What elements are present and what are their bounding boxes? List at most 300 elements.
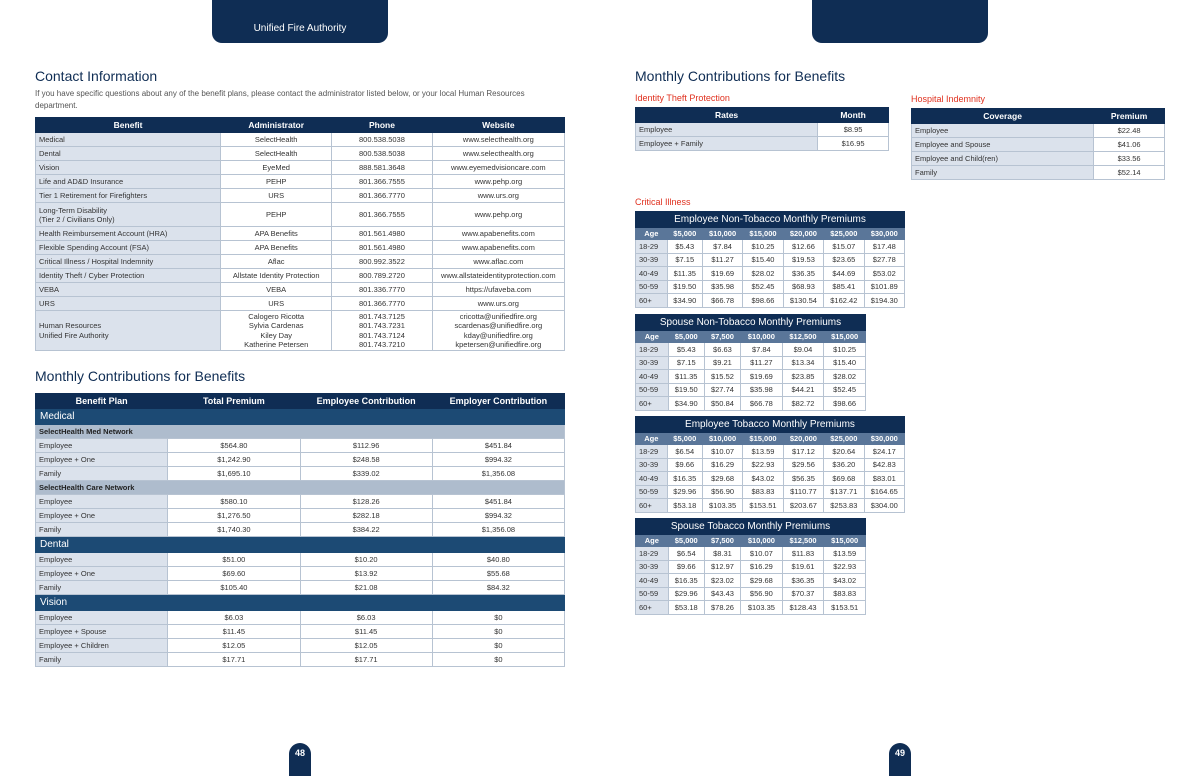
table-row (36, 467, 565, 481)
table-cell: $194.30 (864, 294, 904, 308)
column-header: Age (636, 331, 669, 343)
table-cell: 50-59 (636, 485, 668, 499)
table-cell: $12.97 (704, 560, 740, 574)
table-cell: $5.43 (667, 240, 702, 254)
table-cell: 801.366.7555 (332, 203, 433, 227)
table-cell: $7.84 (702, 240, 742, 254)
table-cell: $9.21 (704, 356, 740, 370)
column-header: Website (432, 118, 564, 133)
table-cell: $130.54 (783, 294, 823, 308)
table-cell: $15.07 (824, 240, 864, 254)
column-header: Benefit (36, 118, 221, 133)
column-header: Premium (1094, 109, 1165, 124)
table-cell: Employee (36, 439, 168, 453)
table-row (36, 495, 565, 509)
table-row (636, 370, 866, 384)
table-row (636, 343, 866, 357)
table-cell: 801.561.4980 (332, 227, 433, 241)
benefits-title: Monthly Contributions for Benefits (35, 368, 246, 384)
table-cell: Vision (36, 161, 221, 175)
table-cell: Aflac (221, 255, 332, 269)
table-cell: Life and AD&D Insurance (36, 175, 221, 189)
table-cell: Dental (36, 147, 221, 161)
column-header: $25,000 (824, 228, 864, 240)
table-row (636, 499, 905, 513)
table-row (36, 147, 565, 161)
table-cell: Calogero Ricotta Sylvia Cardenas Kiley Day Katherine Petersen (221, 311, 332, 351)
table-cell: $83.83 (743, 485, 783, 499)
website-link[interactable]: www.apabenefits.com (432, 241, 564, 255)
table-cell: 801.366.7555 (332, 175, 433, 189)
table-cell: $6.63 (704, 343, 740, 357)
table-cell: $5.43 (668, 343, 704, 357)
table-cell: $1,356.08 (432, 523, 564, 537)
table-cell: $8.31 (704, 547, 740, 561)
table-cell: $13.92 (300, 567, 432, 581)
table-cell: 40-49 (636, 370, 669, 384)
table-cell: $128.43 (782, 601, 824, 615)
table-caption-row (636, 315, 866, 331)
column-header: $10,000 (702, 228, 742, 240)
table-caption: Employee Tobacco Monthly Premiums (636, 417, 905, 433)
table-cell: $43.02 (824, 574, 866, 588)
table-cell: 50-59 (636, 280, 668, 294)
header-title: Unified Fire Authority (253, 23, 347, 34)
table-cell: $27.78 (864, 253, 904, 267)
table-cell: $13.59 (824, 547, 866, 561)
table-cell: 800.992.3522 (332, 255, 433, 269)
table-row (36, 453, 565, 467)
table-row (636, 280, 905, 294)
table-cell: $0 (432, 653, 564, 667)
website-link[interactable]: www.selecthealth.org (432, 133, 564, 147)
benefits-table (35, 393, 565, 667)
table-row (36, 241, 565, 255)
column-header: Phone (332, 118, 433, 133)
critical-illness-title: Critical Illness (635, 197, 691, 207)
website-link[interactable]: www.eyemedvisioncare.com (432, 161, 564, 175)
column-header: $5,000 (668, 331, 704, 343)
table-cell: $580.10 (168, 495, 300, 509)
table-cell: $28.02 (824, 370, 866, 384)
table-header-row (636, 228, 905, 240)
website-link[interactable]: www.allstateidentityprotection.com (432, 269, 564, 283)
table-cell: $15.40 (824, 356, 866, 370)
table-cell: $23.85 (782, 370, 824, 384)
table-cell: 40-49 (636, 472, 668, 486)
table-cell: $84.32 (432, 581, 564, 595)
table-row (36, 227, 565, 241)
table-cell: Health Reimbursement Account (HRA) (36, 227, 221, 241)
table-cell: Flexible Spending Account (FSA) (36, 241, 221, 255)
section-title: Dental (36, 537, 565, 553)
table-cell: 18-29 (636, 445, 668, 459)
column-header: $15,000 (824, 331, 866, 343)
column-header: Benefit Plan (36, 394, 168, 409)
table-header-row (636, 535, 866, 547)
table-row (36, 553, 565, 567)
table-cell: $19.50 (667, 280, 702, 294)
table-row (636, 560, 866, 574)
table-row (36, 509, 565, 523)
table-cell: $10.07 (741, 547, 783, 561)
table-cell: $55.68 (432, 567, 564, 581)
table-cell: $83.83 (824, 587, 866, 601)
table-cell: URS (36, 297, 221, 311)
identity-theft-table (635, 107, 889, 151)
table-cell: $98.66 (743, 294, 783, 308)
table-cell: $248.58 (300, 453, 432, 467)
table-row (636, 574, 866, 588)
table-cell: $7.15 (667, 253, 702, 267)
column-header: $7,500 (704, 535, 740, 547)
table-cell: $451.84 (432, 495, 564, 509)
table-row (636, 472, 905, 486)
column-header: Employer Contribution (432, 394, 564, 409)
section-row (36, 595, 565, 611)
table-cell: $11.45 (168, 625, 300, 639)
table-row (36, 639, 565, 653)
column-header: $15,000 (743, 433, 783, 445)
table-cell: Family (36, 581, 168, 595)
section-row (36, 537, 565, 553)
table-cell: $9.66 (667, 458, 702, 472)
table-row (636, 383, 866, 397)
table-cell: $20.64 (824, 445, 864, 459)
table-row (36, 175, 565, 189)
column-header: $10,000 (702, 433, 742, 445)
table-cell: $35.98 (741, 383, 783, 397)
table-cell: $16.29 (741, 560, 783, 574)
table-cell: $103.35 (741, 601, 783, 615)
website-link[interactable]: www.pehp.org (432, 175, 564, 189)
column-header: Employee Contribution (300, 394, 432, 409)
table-row (36, 523, 565, 537)
column-header: $7,500 (704, 331, 740, 343)
table-cell: $50.84 (704, 397, 740, 411)
table-cell: $43.02 (743, 472, 783, 486)
table-cell: $153.51 (743, 499, 783, 513)
table-row (636, 240, 905, 254)
group-row (36, 481, 565, 495)
table-cell: $1,276.50 (168, 509, 300, 523)
table-cell: $22.93 (743, 458, 783, 472)
table-cell: $282.18 (300, 509, 432, 523)
table-cell: 801.336.7770 (332, 283, 433, 297)
table-cell: $40.80 (432, 553, 564, 567)
table-header-row (636, 331, 866, 343)
column-header: Total Premium (168, 394, 300, 409)
hospital-indemnity-table (911, 108, 1165, 180)
table-cell: Family (36, 523, 168, 537)
table-cell: $994.32 (432, 509, 564, 523)
right-title: Monthly Contributions for Benefits (635, 68, 846, 84)
table-header-row (36, 118, 565, 133)
table-cell: $52.45 (743, 280, 783, 294)
table-cell: $52.14 (1094, 166, 1165, 180)
column-header: $12,500 (782, 331, 824, 343)
column-header: Age (636, 228, 668, 240)
website-link[interactable]: www.pehp.org (432, 203, 564, 227)
page-number-left (289, 743, 311, 776)
table-cell: PEHP (221, 203, 332, 227)
group-row (36, 425, 565, 439)
table-cell: $0 (432, 611, 564, 625)
table-row (636, 445, 905, 459)
group-title: SelectHealth Med Network (36, 425, 565, 439)
column-header: $10,000 (741, 535, 783, 547)
table-cell: 800.789.2720 (332, 269, 433, 283)
table-cell: $82.72 (782, 397, 824, 411)
table-cell: URS (221, 297, 332, 311)
table-cell: $85.41 (824, 280, 864, 294)
table-cell: 888.581.3648 (332, 161, 433, 175)
column-header: $20,000 (783, 433, 823, 445)
table-cell: 30-39 (636, 458, 668, 472)
table-cell: Human Resources Unified Fire Authority (36, 311, 221, 351)
table-cell: VEBA (221, 283, 332, 297)
table-cell: $35.98 (702, 280, 742, 294)
table-cell: $19.69 (702, 267, 742, 281)
table-cell: $21.08 (300, 581, 432, 595)
table-cell: $11.35 (667, 267, 702, 281)
table-cell: $66.78 (741, 397, 783, 411)
table-cell: $56.90 (741, 587, 783, 601)
table-row (36, 189, 565, 203)
table-cell: $6.54 (668, 547, 704, 561)
table-cell: $52.45 (824, 383, 866, 397)
table-cell: $69.68 (824, 472, 864, 486)
column-header: $30,000 (864, 228, 904, 240)
table-cell: Long-Term Disability (Tier 2 / Civilians Only) (36, 203, 221, 227)
table-cell: $451.84 (432, 439, 564, 453)
table-header-row (912, 109, 1165, 124)
table-cell: Medical (36, 133, 221, 147)
table-cell: $304.00 (864, 499, 904, 513)
table-cell: 30-39 (636, 560, 669, 574)
table-cell: 800.538.5038 (332, 147, 433, 161)
table-cell: $56.90 (702, 485, 742, 499)
table-cell: APA Benefits (221, 241, 332, 255)
column-header: $10,000 (741, 331, 783, 343)
table-cell: $162.42 (824, 294, 864, 308)
table-cell: $564.80 (168, 439, 300, 453)
table-caption: Spouse Tobacco Monthly Premiums (636, 519, 866, 535)
table-cell: Allstate Identity Protection (221, 269, 332, 283)
table-cell: $36.20 (824, 458, 864, 472)
website-link[interactable]: www.urs.org (432, 297, 564, 311)
table-row (36, 269, 565, 283)
table-cell: PEHP (221, 175, 332, 189)
table-cell: $15.40 (743, 253, 783, 267)
table-cell: $10.20 (300, 553, 432, 567)
table-cell: $101.89 (864, 280, 904, 294)
table-cell: EyeMed (221, 161, 332, 175)
column-header: $5,000 (668, 535, 704, 547)
table-cell: $128.26 (300, 495, 432, 509)
column-header: $15,000 (824, 535, 866, 547)
table-row (636, 397, 866, 411)
table-row (636, 356, 866, 370)
table-cell: Employee + One (36, 453, 168, 467)
table-cell: $1,356.08 (432, 467, 564, 481)
table-row (636, 458, 905, 472)
group-title: SelectHealth Care Network (36, 481, 565, 495)
table-cell: $28.02 (743, 267, 783, 281)
table-row (36, 581, 565, 595)
table-cell: 18-29 (636, 343, 669, 357)
column-header: $20,000 (783, 228, 823, 240)
table-cell: $12.66 (783, 240, 823, 254)
table-row (36, 439, 565, 453)
table-cell: URS (221, 189, 332, 203)
table-row (36, 611, 565, 625)
critical-illness-table (635, 518, 866, 615)
column-header: $25,000 (824, 433, 864, 445)
table-row (36, 203, 565, 227)
table-cell: $53.18 (668, 601, 704, 615)
table-caption-row (636, 519, 866, 535)
website-link[interactable]: https://ufaveba.com (432, 283, 564, 297)
table-cell: 801.366.7770 (332, 189, 433, 203)
table-cell: 30-39 (636, 356, 669, 370)
table-cell: $17.71 (168, 653, 300, 667)
column-header: $15,000 (743, 228, 783, 240)
table-cell: $17.71 (300, 653, 432, 667)
table-cell: APA Benefits (221, 227, 332, 241)
table-row (36, 567, 565, 581)
header-tab (212, 0, 388, 43)
critical-illness-table (635, 416, 905, 513)
table-cell: $98.66 (824, 397, 866, 411)
website-link[interactable]: www.selecthealth.org (432, 147, 564, 161)
table-row (36, 283, 565, 297)
table-cell: $12.05 (300, 639, 432, 653)
table-cell: Family (912, 166, 1094, 180)
page-number-text: 49 (894, 748, 905, 758)
table-cell: Employee + Children (36, 639, 168, 653)
table-cell: Employee + One (36, 509, 168, 523)
table-row (636, 294, 905, 308)
table-cell: $29.68 (702, 472, 742, 486)
table-cell: $15.52 (704, 370, 740, 384)
table-row (36, 133, 565, 147)
table-cell: 40-49 (636, 574, 669, 588)
table-cell: $6.54 (667, 445, 702, 459)
table-cell: $66.78 (702, 294, 742, 308)
table-cell: Employee and Child(ren) (912, 152, 1094, 166)
table-cell: $19.53 (783, 253, 823, 267)
column-header: $5,000 (667, 433, 702, 445)
table-cell: $17.12 (783, 445, 823, 459)
column-header: Age (636, 433, 668, 445)
table-cell: $9.04 (782, 343, 824, 357)
table-cell: $34.90 (668, 397, 704, 411)
column-header: $30,000 (864, 433, 904, 445)
table-cell: Employee + Spouse (36, 625, 168, 639)
table-cell: $19.69 (741, 370, 783, 384)
column-header: $12,500 (782, 535, 824, 547)
table-cell: $42.83 (864, 458, 904, 472)
table-cell: $110.77 (783, 485, 823, 499)
table-header-row (36, 394, 565, 409)
section-title: Medical (36, 409, 565, 425)
table-cell: SelectHealth (221, 147, 332, 161)
table-row (636, 267, 905, 281)
table-cell: $19.61 (782, 560, 824, 574)
table-cell: $1,740.30 (168, 523, 300, 537)
table-cell: Employee + Family (636, 137, 818, 151)
table-cell: Employee and Spouse (912, 138, 1094, 152)
table-cell: $103.35 (702, 499, 742, 513)
table-cell: Employee (636, 123, 818, 137)
table-cell: Employee (36, 553, 168, 567)
page-number-text: 48 (294, 748, 305, 758)
table-cell: 50-59 (636, 383, 669, 397)
table-cell: Identity Theft / Cyber Protection (36, 269, 221, 283)
table-cell: $16.95 (818, 137, 889, 151)
section-row (36, 409, 565, 425)
column-header: Age (636, 535, 669, 547)
table-cell: $43.43 (704, 587, 740, 601)
table-cell: 30-39 (636, 253, 668, 267)
table-cell: Family (36, 467, 168, 481)
column-header: Coverage (912, 109, 1094, 124)
table-row (636, 485, 905, 499)
table-row (636, 123, 889, 137)
website-link[interactable]: www.apabenefits.com (432, 227, 564, 241)
table-caption-row (636, 417, 905, 433)
table-cell: $164.65 (864, 485, 904, 499)
table-caption: Employee Non-Tobacco Monthly Premiums (636, 212, 905, 228)
website-link[interactable]: www.urs.org (432, 189, 564, 203)
table-cell: $11.27 (702, 253, 742, 267)
table-cell: $137.71 (824, 485, 864, 499)
table-cell: $56.35 (783, 472, 823, 486)
table-cell: $11.35 (668, 370, 704, 384)
table-cell: $33.56 (1094, 152, 1165, 166)
table-cell: Family (36, 653, 168, 667)
contact-table (35, 117, 565, 351)
table-cell: $78.26 (704, 601, 740, 615)
table-cell: Employee + One (36, 567, 168, 581)
website-link[interactable]: cricotta@unifiedfire.org scardenas@unifiedfire.org kday@unifiedfire.org kpetersen@unifiedfire.org (432, 311, 564, 351)
table-cell: $11.83 (782, 547, 824, 561)
table-cell: $0 (432, 639, 564, 653)
table-row (912, 166, 1165, 180)
column-header: Month (818, 108, 889, 123)
table-cell: $19.50 (668, 383, 704, 397)
website-link[interactable]: www.aflac.com (432, 255, 564, 269)
table-cell: $13.34 (782, 356, 824, 370)
table-cell: $0 (432, 625, 564, 639)
table-cell: $7.15 (668, 356, 704, 370)
table-cell: $69.60 (168, 567, 300, 581)
table-cell: $68.93 (783, 280, 823, 294)
table-cell: $10.25 (743, 240, 783, 254)
table-cell: $9.66 (668, 560, 704, 574)
table-cell: 60+ (636, 397, 669, 411)
table-cell: 801.561.4980 (332, 241, 433, 255)
contact-intro: If you have specific questions about any of the benefit plans, please contact the administrator listed below, or your local Human Resources department. (35, 89, 525, 110)
table-row (636, 137, 889, 151)
column-header: Administrator (221, 118, 332, 133)
table-cell: SelectHealth (221, 133, 332, 147)
table-cell: $153.51 (824, 601, 866, 615)
table-cell: $83.01 (864, 472, 904, 486)
table-cell: 801.743.7125 801.743.7231 801.743.7124 801.743.7210 (332, 311, 433, 351)
table-cell: $27.74 (704, 383, 740, 397)
